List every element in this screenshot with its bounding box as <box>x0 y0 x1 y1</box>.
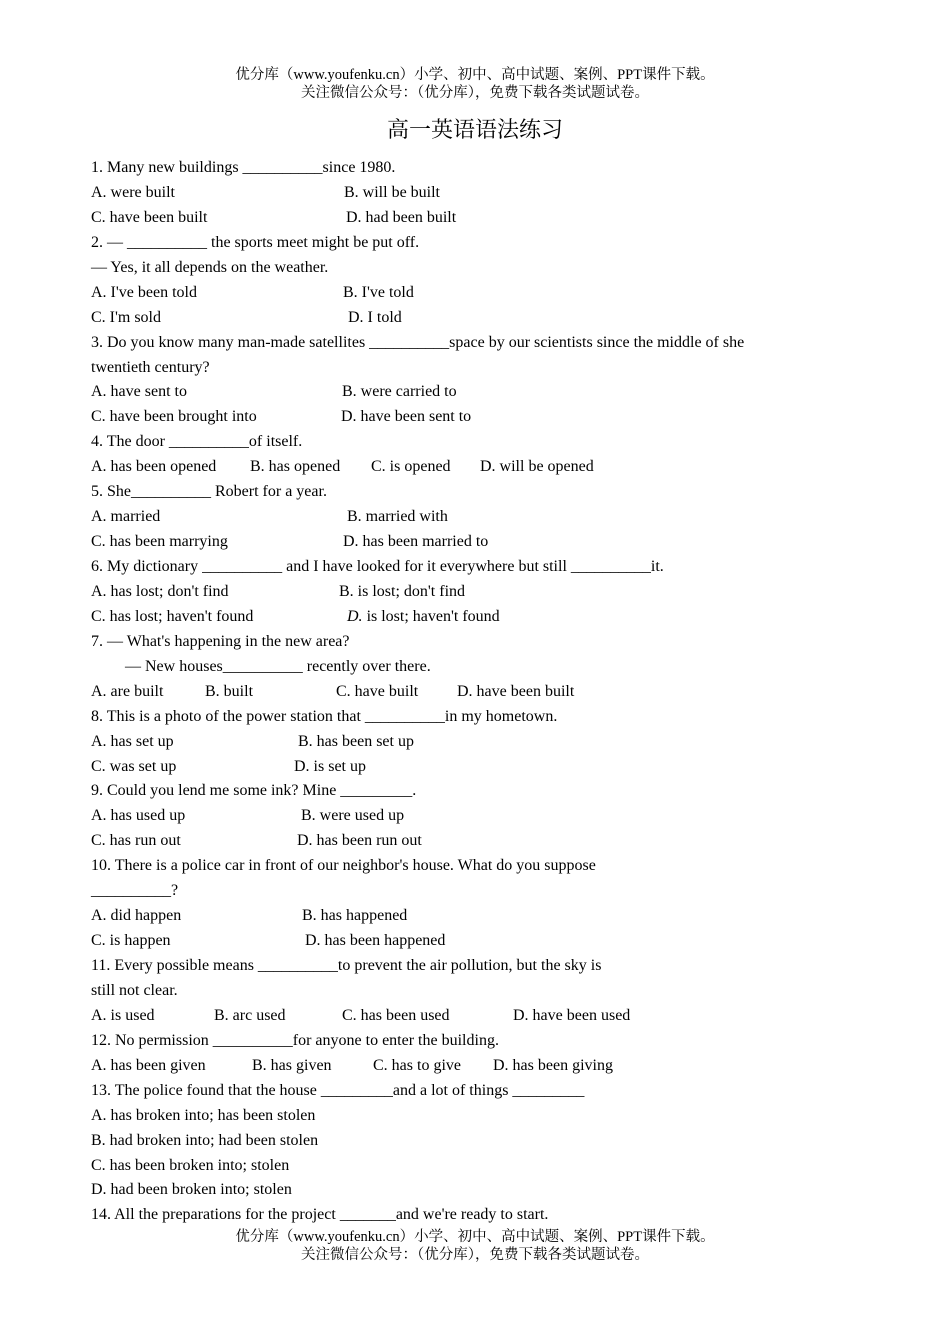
option-d: D. has been run out <box>297 832 422 850</box>
header-line-1: 优分库（www.youfenku.cn）小学、初中、高中试题、案例、PPT课件下载。 <box>235 67 715 83</box>
option-d: D. have been built <box>457 682 575 700</box>
option-c: C. has been marrying <box>91 533 228 551</box>
option-d: D. had been broken into; stolen <box>91 1181 292 1199</box>
option-b: B. were used up <box>301 807 405 825</box>
question-2-options-cd <box>91 306 851 331</box>
option-d: D. is set up <box>294 757 366 775</box>
option-a: A. has set up <box>91 732 174 750</box>
question-8-options-cd <box>91 755 851 780</box>
option-d-text: is lost; haven't found <box>366 607 500 625</box>
page-footer <box>0 1228 950 1264</box>
option-b: B. will be built <box>344 183 440 201</box>
option-d-letter: D. <box>347 607 363 625</box>
question-14-stem: 14. All the preparations for the project _______and we're ready to start. <box>91 1206 549 1224</box>
question-3-options-cd <box>91 405 851 430</box>
option-c: C. I'm sold <box>91 308 161 326</box>
question-9-options-ab <box>91 804 851 829</box>
option-c: C. has run out <box>91 832 181 850</box>
question-6-options-cd <box>91 605 851 630</box>
question-5-stem: 5. She__________ Robert for a year. <box>91 483 327 501</box>
option-d: D. has been married to <box>343 533 489 551</box>
option-b: B. were carried to <box>342 383 457 401</box>
question-12-options <box>91 1054 851 1079</box>
question-7-stem: 7. — What's happening in the new area? <box>91 632 350 650</box>
option-c: C. was set up <box>91 757 177 775</box>
question-9-options-cd <box>91 829 851 854</box>
question-10-options-ab <box>91 904 851 929</box>
option-b: B. has given <box>252 1056 332 1074</box>
question-3-stem: 3. Do you know many man-made satellites __________space by our scientists since the middle of she <box>91 333 745 351</box>
option-a: A. were built <box>91 183 175 201</box>
question-2-options-ab <box>91 281 851 306</box>
option-b: B. I've told <box>343 283 414 301</box>
question-13-stem: 13. The police found that the house _________and a lot of things _________ <box>91 1081 585 1099</box>
option-d: D. has been giving <box>493 1056 613 1074</box>
option-a: A. did happen <box>91 907 182 925</box>
question-4-options <box>91 455 851 480</box>
option-b: B. has been set up <box>298 732 414 750</box>
question-11-stem: 11. Every possible means __________to prevent the air pollution, but the sky is <box>91 957 602 974</box>
option-a: A. are built <box>91 682 164 700</box>
question-1-options-cd <box>91 206 851 231</box>
option-a: A. has lost; don't find <box>91 582 229 600</box>
option-c: C. is happen <box>91 932 171 950</box>
option-b: B. arc used <box>214 1006 286 1024</box>
option-c: C. has been broken into; stolen <box>91 1156 290 1174</box>
option-b: B. built <box>205 682 254 700</box>
option-d <box>347 605 500 630</box>
question-4-stem: 4. The door __________of itself. <box>91 433 303 451</box>
option-d: D. I told <box>348 308 402 326</box>
option-b: B. had broken into; had been stolen <box>91 1131 319 1149</box>
option-d: D. have been sent to <box>341 408 472 426</box>
question-7-stem-cont: — New houses__________ recently over there. <box>125 657 431 675</box>
page-header <box>0 66 950 102</box>
question-8-stem: 8. This is a photo of the power station that __________in my hometown. <box>91 707 558 725</box>
option-c: C. has lost; haven't found <box>91 607 254 625</box>
option-d: D. had been built <box>346 208 457 226</box>
option-a: A. is used <box>91 1006 155 1024</box>
question-8-options-ab <box>91 730 851 755</box>
question-10-stem-cont: __________? <box>91 882 179 900</box>
header-line-2: 关注微信公众号：（优分库），免费下载各类试题试卷。 <box>301 85 649 101</box>
question-11-options <box>91 1004 851 1029</box>
question-list <box>91 156 851 1228</box>
option-a: A. have sent to <box>91 383 187 401</box>
question-3-stem-cont: twentieth century? <box>91 358 210 376</box>
question-12-stem: 12. No permission __________for anyone to enter the building. <box>91 1031 499 1049</box>
question-9-stem: 9. Could you lend me some ink? Mine _________. <box>91 782 417 800</box>
question-10-stem: 10. There is a police car in front of our neighbor's house. What do you suppose <box>91 857 596 875</box>
question-3-options-ab <box>91 380 851 405</box>
option-c: C. has to give <box>373 1056 461 1074</box>
question-6-options-ab <box>91 580 851 605</box>
option-c: C. is opened <box>371 458 451 476</box>
option-d: D. have been used <box>513 1006 631 1024</box>
option-b: B. has opened <box>250 458 341 476</box>
option-d: D. has been happened <box>305 932 446 950</box>
option-a: A. has used up <box>91 807 186 825</box>
option-b: B. has happened <box>302 907 408 925</box>
option-a: A. has been opened <box>91 458 217 476</box>
option-a: A. I've been told <box>91 283 197 301</box>
option-a: A. has broken into; has been stolen <box>91 1106 316 1124</box>
question-5-options-ab <box>91 505 851 530</box>
question-2-stem-cont: — Yes, it all depends on the weather. <box>91 258 329 276</box>
question-7-options <box>91 680 851 705</box>
question-10-options-cd <box>91 929 851 954</box>
question-5-options-cd <box>91 530 851 555</box>
footer-line-2: 关注微信公众号：（优分库），免费下载各类试题试卷。 <box>301 1247 649 1263</box>
option-b: B. married with <box>347 508 448 526</box>
option-c: C. have been built <box>91 208 208 226</box>
option-d: D. will be opened <box>480 458 594 476</box>
question-6-stem: 6. My dictionary __________ and I have looked for it everywhere but still __________it. <box>91 558 664 575</box>
question-11-stem-cont: still not clear. <box>91 981 178 999</box>
option-b: B. is lost; don't find <box>339 582 466 600</box>
option-c: C. have built <box>336 682 419 700</box>
option-a: A. married <box>91 508 161 526</box>
footer-line-1: 优分库（www.youfenku.cn）小学、初中、高中试题、案例、PPT课件下载。 <box>235 1229 715 1245</box>
question-1-options-ab <box>91 181 851 206</box>
option-c: C. have been brought into <box>91 408 257 426</box>
option-a: A. has been given <box>91 1056 206 1074</box>
page-title: 高一英语语法练习 <box>386 117 563 142</box>
question-1-stem: 1. Many new buildings __________since 1980. <box>91 159 396 176</box>
option-c: C. has been used <box>342 1006 450 1024</box>
question-2-stem: 2. — __________ the sports meet might be put off. <box>91 233 420 251</box>
